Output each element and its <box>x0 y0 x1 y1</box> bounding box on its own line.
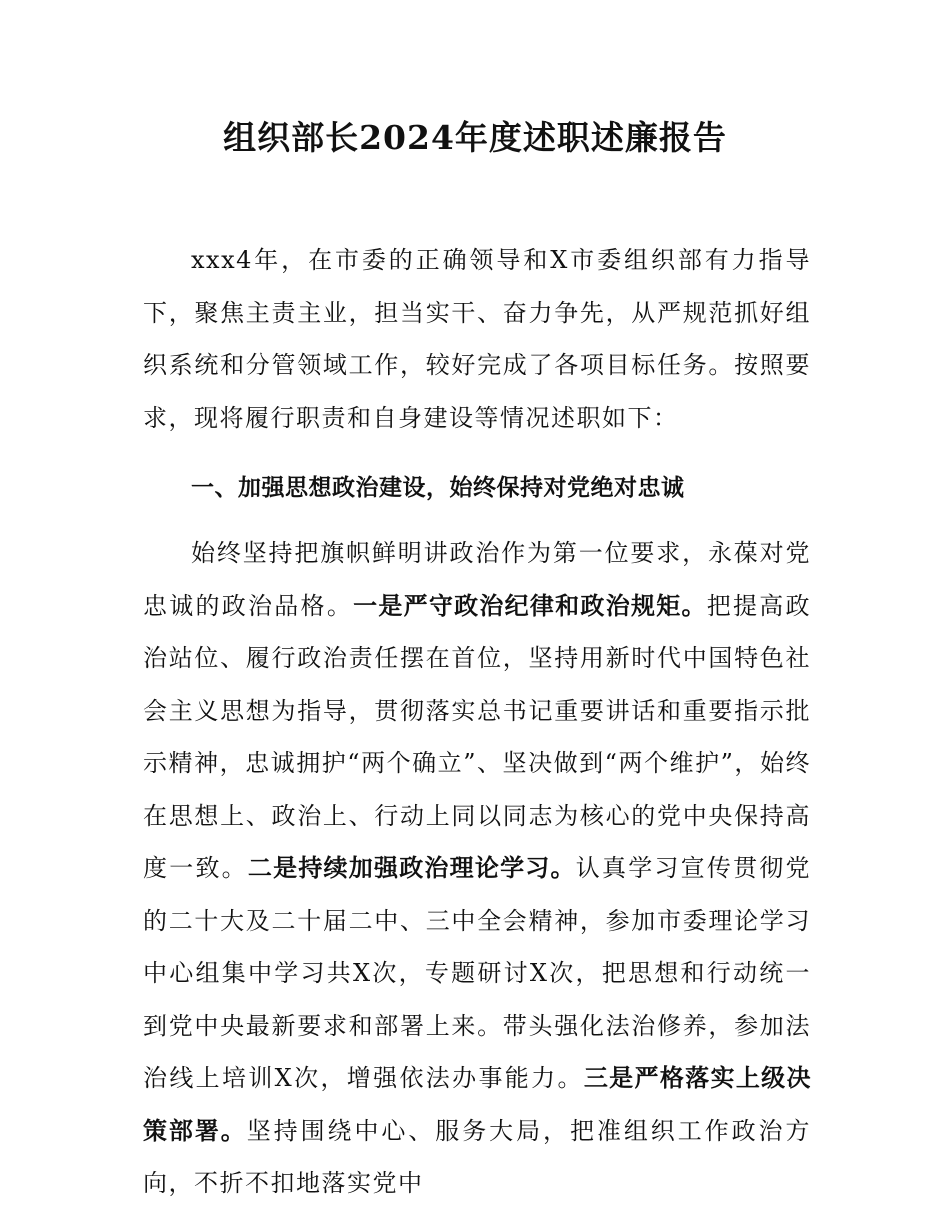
section-1-paragraph <box>143 527 811 1210</box>
point-2-lead: 二是持续加强政治理论学习。 <box>247 854 576 882</box>
intro-paragraph: xxx4年，在市委的正确领导和X市委组织部有力指导下，聚焦主责主业，担当实干、奋力争先，从严规范抓好组织系统和分管领域工作，较好完成了各项目标任务。按照要求，现将履行职责和自身建设等情况述职如下： <box>143 246 811 432</box>
section-1-heading: 一、加强思想政治建设，始终保持对党绝对忠诚 <box>191 475 685 501</box>
document-title: 组织部长2024年度述职述廉报告 <box>223 118 727 157</box>
point-3-lead: 三是严格落实上级决策部署。 <box>143 1064 812 1145</box>
point-3-text: 坚持围绕中心、服务大局，把准组织工作政治方向，不折不扣地落实党中 <box>143 1116 811 1197</box>
point-1-lead: 一是严守政治纪律和政治规矩。 <box>353 591 707 620</box>
point-2-text: 认真学习宣传贯彻党的二十大及二十届二中、三中全会精神，参加市委理论学习中心组集中学习共X次，专题研讨X次，把思想和行动统一到党中央最新要求和部署上来。带头强化法治修养，参加法治线上培训X次，增强依法办事能力。 <box>143 854 812 1092</box>
section-1-opening: 始终坚持把旗帜鲜明讲政治作为第一位要求，永葆对党忠诚的政治品格。 <box>143 539 811 620</box>
point-1-text: 把提高政治站位、履行政治责任摆在首位，坚持用新时代中国特色社会主义思想为指导，贯彻落实总书记重要讲话和重要指示批示精神，忠诚拥护“两个确立”、坚决做到“两个维护”，始终在思想上、政治上、行动上同以同志为核心的党中央保持高度一致。 <box>143 591 812 882</box>
